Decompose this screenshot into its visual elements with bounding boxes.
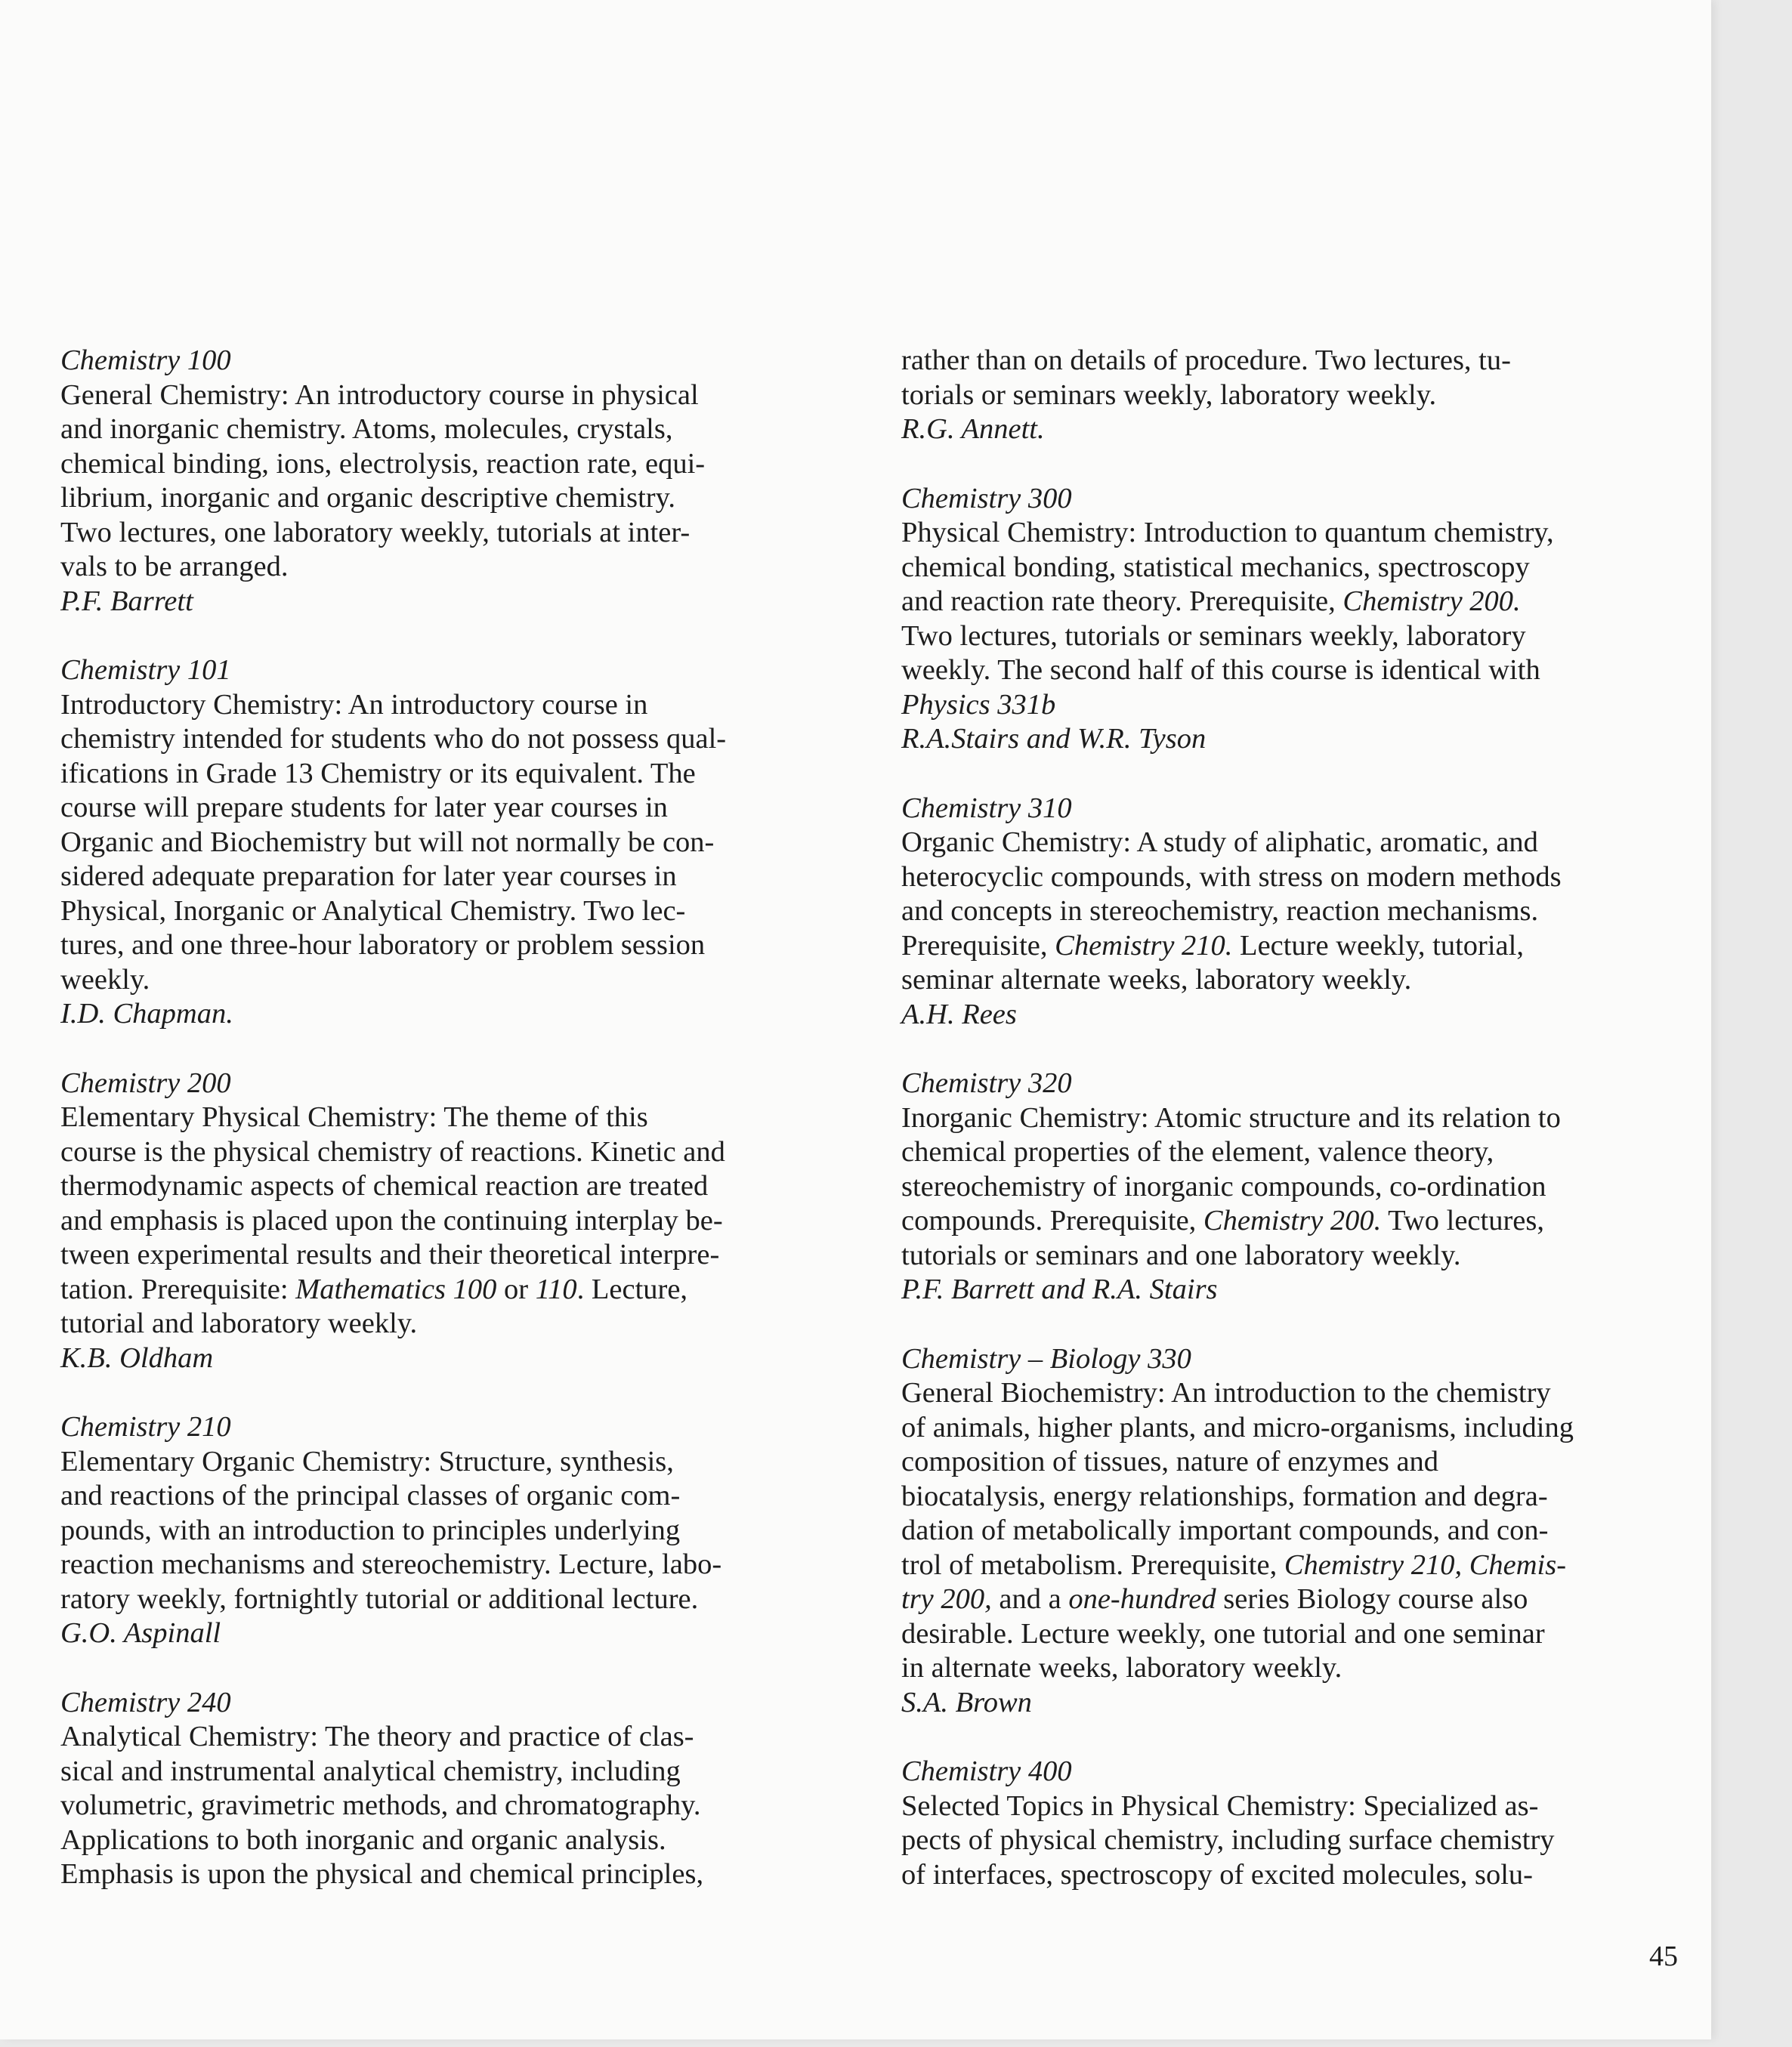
text-line <box>901 585 1683 619</box>
text-line <box>60 1720 861 1755</box>
text-line <box>60 1067 861 1101</box>
text-line <box>60 550 861 585</box>
course-entry <box>60 1410 861 1651</box>
text-segment: or <box>496 1273 536 1305</box>
text-line <box>60 1101 861 1135</box>
text-line <box>60 757 861 792</box>
text-segment: pects of physical chemistry, including surface chemistry <box>901 1824 1555 1856</box>
text-line <box>901 1376 1683 1411</box>
italic-text: Chemistry 210, Chemis- <box>1284 1548 1567 1581</box>
text-segment: trol of metabolism. Prerequisite, <box>901 1548 1284 1581</box>
text-line <box>901 1582 1683 1617</box>
text-segment: weekly. <box>60 963 150 996</box>
text-segment: Applications to both inorganic and organic analysis. <box>60 1823 666 1856</box>
course-entry <box>901 482 1683 757</box>
text-segment: Elementary Organic Chemistry: Structure, synthesis, <box>60 1445 674 1477</box>
text-line <box>901 1170 1683 1205</box>
text-line <box>901 619 1683 654</box>
text-segment: librium, inorganic and organic descriptive chemistry. <box>60 482 675 514</box>
text-segment: course is the physical chemistry of reactions. Kinetic and <box>60 1135 725 1168</box>
text-line <box>60 928 861 963</box>
text-line <box>60 516 861 551</box>
text-segment: tation. Prerequisite: <box>60 1273 296 1305</box>
italic-text: Mathematics 100 <box>295 1273 497 1305</box>
text-segment: in alternate weeks, laboratory weekly. <box>901 1652 1342 1684</box>
italic-text: Chemistry 400 <box>901 1755 1072 1787</box>
text-segment: Two lectures, <box>1381 1205 1544 1237</box>
text-line <box>60 1789 861 1823</box>
text-line <box>901 1823 1683 1858</box>
italic-text: Chemistry 200. <box>1342 585 1521 617</box>
text-segment: chemical binding, ions, electrolysis, reaction rate, equi- <box>60 447 706 480</box>
text-line <box>901 1342 1683 1377</box>
text-line <box>60 344 861 378</box>
text-line <box>60 378 861 413</box>
text-segment: heterocyclic compounds, with stress on modern methods <box>901 860 1562 893</box>
text-line <box>901 1686 1683 1721</box>
text-segment: Prerequisite, <box>901 929 1055 962</box>
italic-text: Chemistry 100 <box>60 344 231 376</box>
text-segment: Organic and Biochemistry but will not normally be con- <box>60 826 715 858</box>
text-segment: reaction mechanisms and stereochemistry. Lecture, labo- <box>60 1548 722 1580</box>
text-segment: sidered adequate preparation for later year courses in <box>60 860 677 892</box>
text-segment: Emphasis is upon the physical and chemical principles, <box>60 1858 704 1890</box>
text-line <box>60 412 861 447</box>
text-segment: Two lectures, tutorials or seminars weekly, laboratory <box>901 619 1526 652</box>
text-segment: of animals, higher plants, and micro-organisms, including <box>901 1411 1574 1443</box>
text-line <box>901 1135 1683 1170</box>
course-entry <box>901 1342 1683 1721</box>
italic-text: Chemistry 200 <box>60 1067 231 1099</box>
page-number: 45 <box>1649 1940 1678 1972</box>
text-line <box>901 1411 1683 1446</box>
text-segment: Physical Chemistry: Introduction to quantum chemistry, <box>901 517 1554 548</box>
italic-text: Chemistry 200. <box>1203 1205 1382 1237</box>
text-line <box>901 1651 1683 1686</box>
text-line <box>901 1101 1683 1136</box>
text-line <box>60 997 861 1032</box>
text-line <box>901 1204 1683 1239</box>
text-segment: Introductory Chemistry: An introductory course in <box>60 688 648 721</box>
text-line <box>901 344 1683 378</box>
course-entry <box>60 653 861 1032</box>
italic-text: G.O. Aspinall <box>60 1617 221 1649</box>
text-line <box>901 1239 1683 1274</box>
text-line <box>60 722 861 757</box>
text-line <box>901 1480 1683 1514</box>
text-line <box>60 1342 861 1376</box>
course-entry <box>901 1067 1683 1308</box>
text-segment: and reactions of the principal classes of organic com- <box>60 1480 681 1511</box>
text-segment: volumetric, gravimetric methods, and chromatography. <box>60 1789 701 1821</box>
text-line <box>60 894 861 929</box>
italic-text: Physics 331b <box>901 688 1056 721</box>
italic-text: A.H. Rees <box>901 998 1017 1030</box>
text-segment: compounds. Prerequisite, <box>901 1205 1203 1237</box>
text-segment: Lecture weekly, tutorial, <box>1232 929 1524 962</box>
text-line <box>901 1445 1683 1480</box>
text-line <box>901 412 1683 447</box>
text-segment: tutorial and laboratory weekly. <box>60 1308 418 1339</box>
text-line <box>60 688 861 723</box>
italic-text: try 200, <box>901 1583 992 1615</box>
text-segment: pounds, with an introduction to principles underlying <box>60 1514 681 1546</box>
italic-text: one-hundred <box>1068 1583 1216 1615</box>
text-segment: and reaction rate theory. Prerequisite, <box>901 585 1343 617</box>
italic-text: Chemistry 101 <box>60 654 231 686</box>
text-line <box>60 1204 861 1239</box>
text-line <box>60 1410 861 1445</box>
text-line <box>901 998 1683 1033</box>
text-segment: chemical bonding, statistical mechanics, spectroscopy <box>901 551 1530 583</box>
course-entry <box>60 344 861 619</box>
course-entry <box>901 344 1683 447</box>
text-segment: rather than on details of procedure. Two lectures, tu- <box>901 344 1511 376</box>
italic-text: Chemistry 320 <box>901 1067 1072 1099</box>
text-segment: vals to be arranged. <box>60 551 289 582</box>
text-line <box>60 1857 861 1892</box>
text-segment: sical and instrumental analytical chemistry, including <box>60 1755 681 1787</box>
text-segment: and inorganic chemistry. Atoms, molecules, crystals, <box>60 413 673 445</box>
text-segment: Analytical Chemistry: The theory and practice of clas- <box>60 1721 694 1752</box>
italic-text: Chemistry – Biology 330 <box>901 1342 1191 1375</box>
text-line <box>60 447 861 482</box>
text-segment: course will prepare students for later year courses in <box>60 792 668 823</box>
italic-text: Chemistry 240 <box>60 1686 231 1718</box>
course-entry <box>60 1686 861 1892</box>
text-segment: General Biochemistry: An introduction to the chemistry <box>901 1377 1551 1409</box>
text-line <box>901 1514 1683 1548</box>
text-line <box>901 963 1683 998</box>
text-line <box>60 1307 861 1342</box>
text-line <box>901 1273 1683 1308</box>
text-line <box>60 1445 861 1480</box>
text-segment: tutorials or seminars and one laboratory weekly. <box>901 1239 1461 1271</box>
text-segment: ifications in Grade 13 Chemistry or its equivalent. The <box>60 757 696 789</box>
right-column <box>901 344 1683 1927</box>
text-line <box>60 1582 861 1617</box>
text-segment: Elementary Physical Chemistry: The theme of this <box>60 1101 648 1133</box>
text-line <box>901 482 1683 517</box>
text-segment: ratory weekly, fortnightly tutorial or additional lecture. <box>60 1582 699 1615</box>
text-line <box>60 653 861 688</box>
text-segment: Physical, Inorganic or Analytical Chemistry. Two lec- <box>60 894 686 927</box>
text-segment: tween experimental results and their theoretical interpre- <box>60 1239 720 1270</box>
text-segment: seminar alternate weeks, laboratory weekly. <box>901 964 1412 996</box>
italic-text: K.B. Oldham <box>60 1342 214 1374</box>
italic-text: Chemistry 210. <box>1055 929 1233 962</box>
text-line <box>60 963 861 998</box>
text-segment: of interfaces, spectroscopy of excited molecules, solu- <box>901 1858 1534 1891</box>
text-segment: and concepts in stereochemistry, reaction mechanisms. <box>901 895 1539 927</box>
italic-text: S.A. Brown <box>901 1686 1032 1718</box>
left-column <box>60 344 861 1927</box>
text-line <box>60 1169 861 1204</box>
text-segment: composition of tissues, nature of enzymes and <box>901 1446 1439 1477</box>
text-segment: tures, and one three-hour laboratory or problem session <box>60 929 706 961</box>
text-segment: torials or seminars weekly, laboratory weekly. <box>901 378 1437 411</box>
text-line <box>901 722 1683 757</box>
text-line <box>901 894 1683 929</box>
italic-text: Chemistry 210 <box>60 1411 231 1443</box>
course-entry <box>60 1067 861 1376</box>
text-segment: Inorganic Chemistry: Atomic structure and its relation to <box>901 1101 1561 1134</box>
text-line <box>901 1548 1683 1583</box>
text-segment: and emphasis is placed upon the continuing interplay be- <box>60 1204 723 1237</box>
text-segment: desirable. Lecture weekly, one tutorial and one seminar <box>901 1617 1545 1650</box>
text-line <box>901 860 1683 895</box>
text-segment: weekly. The second half of this course is identical with <box>901 654 1540 686</box>
text-segment: Two lectures, one laboratory weekly, tutorials at inter- <box>60 516 691 548</box>
text-line <box>901 929 1683 964</box>
italic-text: Chemistry 300 <box>901 482 1072 514</box>
text-line <box>901 1755 1683 1789</box>
text-line <box>901 1858 1683 1893</box>
text-line <box>60 1135 861 1170</box>
italic-text: I.D. Chapman. <box>60 998 233 1030</box>
text-line <box>60 1755 861 1789</box>
text-segment: dation of metabolically important compounds, and con- <box>901 1514 1549 1546</box>
text-line <box>60 1616 861 1651</box>
text-segment: series Biology course also <box>1216 1583 1528 1615</box>
text-line <box>60 585 861 619</box>
text-segment: . Lecture, <box>576 1273 688 1305</box>
text-line <box>901 1617 1683 1652</box>
italic-text: P.F. Barrett and R.A. Stairs <box>901 1274 1218 1305</box>
text-segment: Organic Chemistry: A study of aliphatic, aromatic, and <box>901 826 1538 858</box>
text-segment: thermodynamic aspects of chemical reaction are treated <box>60 1170 709 1202</box>
text-line <box>901 516 1683 551</box>
italic-text: 110 <box>535 1273 577 1305</box>
text-line <box>60 1479 861 1514</box>
text-segment: stereochemistry of inorganic compounds, co-ordination <box>901 1170 1546 1203</box>
text-segment: chemistry intended for students who do not possess qual- <box>60 723 727 755</box>
text-line <box>901 792 1683 826</box>
text-line <box>901 688 1683 723</box>
text-line <box>901 1067 1683 1101</box>
text-segment: Selected Topics in Physical Chemistry: Specialized as- <box>901 1789 1539 1822</box>
text-line <box>60 1548 861 1582</box>
text-line <box>901 653 1683 688</box>
text-line <box>60 791 861 826</box>
text-segment: chemical properties of the element, valence theory, <box>901 1136 1494 1168</box>
text-segment: General Chemistry: An introductory course in physical <box>60 378 699 411</box>
text-line <box>60 860 861 894</box>
text-line <box>901 1789 1683 1824</box>
text-line <box>60 1823 861 1858</box>
italic-text: R.A.Stairs and W.R. Tyson <box>901 723 1207 755</box>
italic-text: R.G. Annett. <box>901 413 1045 445</box>
text-line <box>901 378 1683 413</box>
text-line <box>60 1238 861 1273</box>
italic-text: Chemistry 310 <box>901 792 1072 824</box>
course-entry <box>901 792 1683 1033</box>
text-segment: biocatalysis, energy relationships, formation and degra- <box>901 1480 1548 1512</box>
text-line <box>60 1686 861 1721</box>
italic-text: P.F. Barrett <box>60 585 193 617</box>
text-line <box>60 481 861 516</box>
text-line <box>60 826 861 860</box>
text-line <box>901 826 1683 860</box>
text-segment: and a <box>991 1583 1069 1615</box>
text-line <box>60 1273 861 1308</box>
text-line <box>901 551 1683 585</box>
course-entry <box>901 1755 1683 1892</box>
text-line <box>60 1514 861 1548</box>
